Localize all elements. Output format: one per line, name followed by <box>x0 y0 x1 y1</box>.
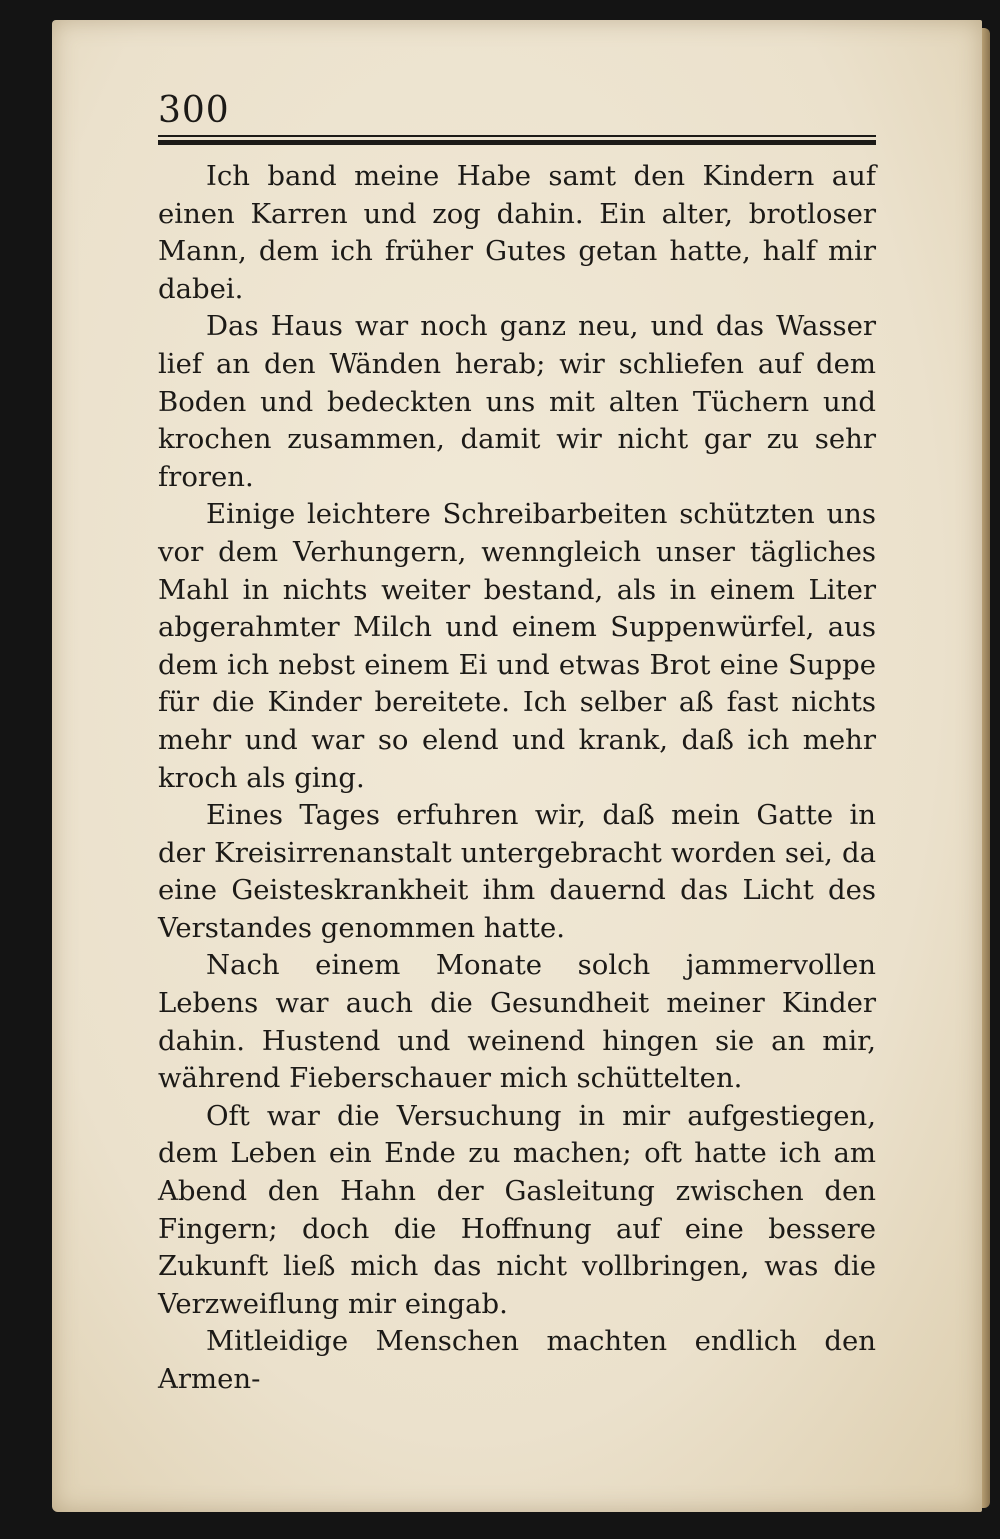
paragraph: Einige leichtere Schreibarbeiten schützten uns vor dem Verhungern, wenngleich unser tägliches Mahl in nichts weiter bestand, als in einem Liter abgerahmter Milch und einem Suppenwürfel, aus dem ich nebst einem Ei und etwas Brot eine Suppe für die Kinder bereitete. Ich selber aß fast nichts mehr und war so elend und krank, daß ich mehr kroch als ging. <box>158 498 876 794</box>
header-rule-thick <box>158 140 876 145</box>
paragraph: Mitleidige Menschen machten endlich den Armen- <box>158 1325 876 1395</box>
paragraph: Nach einem Monate solch jammervollen Lebens war auch die Gesundheit meiner Kinder dahin. Hustend und weinend hingen sie an mir, während Fieberschauer mich schüttelten. <box>158 949 876 1095</box>
paragraph: Oft war die Versuchung in mir aufgestiegen, dem Leben ein Ende zu machen; oft hatte ich am Abend den Hahn der Gasleitung zwischen den Fingern; doch die Hoffnung auf eine bessere Zukunft ließ mich das nicht vollbringen, was die Verzweiflung mir eingab. <box>158 1099 876 1320</box>
paragraph: Eines Tages erfuhren wir, daß mein Gatte in der Kreisirrenanstalt untergebracht worden sei, da eine Geisteskrankheit ihm dauernd das Licht des Verstandes genommen hatte. <box>158 799 876 944</box>
header-rule-thin <box>158 135 876 137</box>
body-text <box>158 158 876 1399</box>
paragraph: Ich band meine Habe samt den Kindern auf einen Karren und zog dahin. Ein alter, brotloser Mann, dem ich früher Gutes getan hatte, half mir dabei. <box>158 160 876 305</box>
paragraph: Das Haus war noch ganz neu, und das Wasser lief an den Wänden herab; wir schliefen auf dem Boden und bedeckten uns mit alten Tüchern und krochen zusammen, damit wir nicht gar zu sehr froren. <box>158 310 876 493</box>
page-number: 300 <box>158 90 230 131</box>
